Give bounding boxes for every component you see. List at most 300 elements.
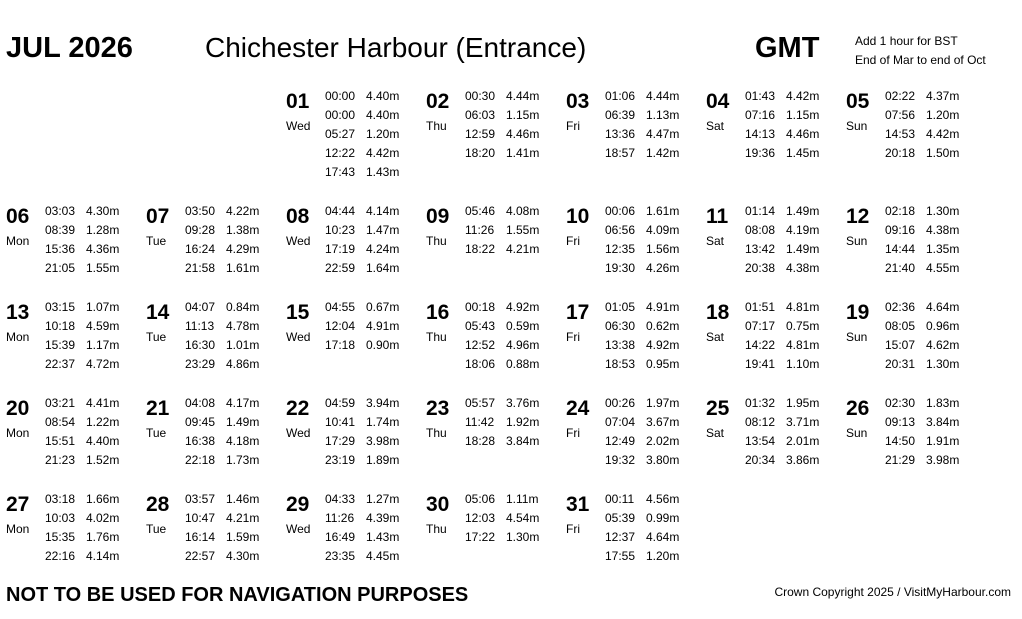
day-cell [846,90,981,180]
tide-height: 0.59m [506,319,540,333]
tide-height: 2.01m [786,434,820,448]
tide-time: 13:36 [605,127,636,141]
tide-time: 11:26 [325,511,355,525]
tide-time: 16:14 [185,530,216,544]
tide-entry [465,125,539,144]
tide-time: 11:42 [465,415,495,429]
tide-height: 4.59m [86,319,120,333]
tide-time: 09:16 [885,223,916,237]
tide-time: 06:03 [465,108,496,122]
tide-time: 12:03 [465,511,496,525]
tide-entry [45,202,119,221]
tide-list [605,394,679,470]
tide-time: 01:06 [605,89,636,103]
tide-height: 4.21m [506,242,540,256]
tide-height: 1.20m [366,127,400,141]
tide-entry [325,298,399,317]
tide-time: 07:04 [605,415,636,429]
tide-time: 15:36 [45,242,76,256]
tide-height: 0.75m [786,319,820,333]
tide-time: 02:30 [885,396,916,410]
tide-list [185,490,259,566]
tide-height: 4.54m [506,511,540,525]
tide-entry [885,144,959,163]
tide-height: 4.14m [86,549,120,563]
tide-time: 17:55 [605,549,636,563]
tide-height: 1.20m [926,108,960,122]
tide-time: 21:40 [885,261,916,275]
tide-height: 4.29m [226,242,260,256]
tide-time: 08:08 [745,223,776,237]
tide-list [325,490,399,566]
tide-entry [185,509,259,528]
tide-time: 07:56 [885,108,916,122]
tide-entry [45,298,119,317]
tide-height: 1.83m [926,396,960,410]
tide-time: 00:18 [465,300,496,314]
tide-entry [605,221,679,240]
day-cell [706,90,841,180]
tide-height: 0.99m [646,511,680,525]
day-name: Sat [706,234,725,248]
day-name: Sun [846,426,868,440]
tide-entry [605,106,679,125]
tide-list [605,87,679,163]
tide-entry [325,509,399,528]
tide-entry [185,336,259,355]
tide-height: 4.19m [786,223,820,237]
tide-time: 00:11 [605,492,635,506]
day-cell [846,397,981,487]
tide-height: 4.22m [226,204,260,218]
tide-time: 10:47 [185,511,216,525]
day-cell [706,397,841,487]
day-number: 12 [846,205,870,228]
tide-entry [605,317,679,336]
tide-height: 4.64m [926,300,960,314]
tide-entry [605,451,679,470]
tide-entry [45,509,119,528]
tide-entry [325,144,399,163]
tide-entry [745,432,819,451]
tide-height: 1.52m [86,453,120,467]
day-name: Wed [286,330,311,344]
tide-height: 1.61m [646,204,680,218]
tide-height: 1.15m [786,108,820,122]
tide-height: 4.81m [786,338,820,352]
disclaimer: NOT TO BE USED FOR NAVIGATION PURPOSES [6,584,469,606]
tide-time: 23:19 [325,453,356,467]
tide-time: 13:38 [605,338,636,352]
tide-entry [605,355,679,374]
day-name: Thu [426,522,447,536]
tide-entry [745,355,819,374]
tide-height: 1.55m [506,223,540,237]
tide-height: 1.30m [926,357,960,371]
day-number: 03 [566,90,590,113]
tide-height: 1.43m [366,165,400,179]
tide-entry [885,87,959,106]
day-cell [286,90,421,180]
tide-height: 3.86m [786,453,820,467]
tide-height: 1.76m [86,530,120,544]
day-cell [286,493,421,583]
tide-time: 08:54 [45,415,76,429]
tide-entry [45,240,119,259]
tide-entry [465,413,539,432]
tide-time: 01:32 [745,396,776,410]
tide-time: 23:35 [325,549,356,563]
tide-time: 05:39 [605,511,636,525]
tide-height: 1.61m [226,261,260,275]
tide-entry [45,547,119,566]
tide-time: 01:05 [605,300,636,314]
tide-time: 03:21 [45,396,76,410]
tide-time: 07:16 [745,108,776,122]
tide-entry [885,451,959,470]
tide-height: 1.20m [646,549,680,563]
tide-time: 07:17 [745,319,776,333]
tide-entry [745,144,819,163]
tide-entry [605,125,679,144]
day-cell [706,205,841,295]
tide-entry [45,259,119,278]
day-cell [146,205,281,295]
tide-time: 21:05 [45,261,76,275]
tide-entry [745,394,819,413]
day-name: Wed [286,426,311,440]
day-name: Tue [146,426,167,440]
day-cell [6,301,141,391]
tide-height: 1.17m [86,338,120,352]
tide-list [885,298,959,374]
tide-entry [45,490,119,509]
tide-time: 11:13 [185,319,215,333]
tide-list [325,202,399,278]
tide-list [605,298,679,374]
tide-height: 2.02m [646,434,680,448]
tide-entry [45,432,119,451]
tide-list [885,87,959,163]
tide-height: 0.96m [926,319,960,333]
tide-list [325,394,399,470]
tide-height: 0.67m [366,300,400,314]
tide-entry [605,432,679,451]
tide-entry [325,451,399,470]
tide-time: 03:18 [45,492,76,506]
tide-entry [185,317,259,336]
tide-entry [605,547,679,566]
tide-entry [885,413,959,432]
tide-entry [885,317,959,336]
day-name: Sat [706,426,725,440]
tide-entry [465,106,539,125]
tide-entry [45,355,119,374]
day-number: 24 [566,397,590,420]
tide-time: 03:15 [45,300,76,314]
tide-height: 1.01m [226,338,260,352]
tide-time: 01:51 [745,300,776,314]
tide-entry [885,355,959,374]
tide-time: 16:24 [185,242,216,256]
tide-height: 1.30m [926,204,960,218]
tide-height: 4.46m [786,127,820,141]
tide-time: 16:49 [325,530,356,544]
tide-time: 04:44 [325,204,356,218]
tide-entry [185,355,259,374]
day-name: Fri [566,234,580,248]
day-name: Fri [566,522,580,536]
tide-height: 4.91m [366,319,400,333]
tide-time: 22:57 [185,549,216,563]
tide-height: 0.84m [226,300,260,314]
day-number: 28 [146,493,170,516]
day-number: 11 [706,205,729,228]
tide-list [605,490,679,566]
tide-entry [465,202,539,221]
copyright: Crown Copyright 2025 / VisitMyHarbour.com [774,585,1011,599]
tide-height: 3.76m [506,396,540,410]
day-name: Sun [846,330,868,344]
tide-entry [605,394,679,413]
tide-height: 4.55m [926,261,960,275]
tide-height: 4.62m [926,338,960,352]
tide-entry [465,394,539,413]
tide-entry [185,490,259,509]
day-name: Sat [706,119,725,133]
tide-entry [745,202,819,221]
day-cell [6,397,141,487]
tide-height: 4.92m [646,338,680,352]
timezone-label: GMT [755,32,820,64]
day-cell [286,397,421,487]
tide-time: 20:31 [885,357,916,371]
day-number: 25 [706,397,730,420]
day-number: 13 [6,301,30,324]
tide-entry [465,336,539,355]
tide-entry [745,106,819,125]
tide-height: 1.43m [366,530,400,544]
tide-list [185,298,259,374]
tide-height: 0.95m [646,357,680,371]
day-name: Thu [426,234,447,248]
tide-height: 3.67m [646,415,680,429]
tide-entry [605,528,679,547]
tide-entry [325,317,399,336]
tide-entry [465,509,539,528]
tide-height: 4.45m [366,549,400,563]
day-number: 14 [146,301,170,324]
day-number: 21 [146,397,170,420]
tide-time: 18:53 [605,357,636,371]
day-cell [6,493,141,583]
tide-time: 15:07 [885,338,916,352]
tide-time: 19:30 [605,261,636,275]
day-number: 31 [566,493,590,516]
tide-height: 1.56m [646,242,680,256]
tide-time: 19:36 [745,146,776,160]
day-cell [566,90,701,180]
tide-entry [745,259,819,278]
tide-list [325,298,399,355]
day-cell [566,205,701,295]
tide-height: 4.09m [646,223,680,237]
tide-height: 1.46m [226,492,260,506]
tide-entry [885,298,959,317]
tide-time: 22:37 [45,357,76,371]
tide-entry [745,451,819,470]
tide-time: 18:22 [465,242,496,256]
tide-entry [45,413,119,432]
tide-height: 1.50m [926,146,960,160]
tide-entry [605,144,679,163]
tide-height: 4.81m [786,300,820,314]
tide-list [465,202,539,259]
tide-height: 1.74m [366,415,400,429]
day-name: Mon [6,426,30,440]
tide-entry [465,298,539,317]
tide-time: 21:23 [45,453,76,467]
tide-time: 03:03 [45,204,76,218]
tide-height: 4.64m [646,530,680,544]
tide-height: 1.22m [86,415,120,429]
tide-height: 4.41m [86,396,120,410]
day-number: 05 [846,90,870,113]
tide-entry [185,528,259,547]
day-number: 16 [426,301,450,324]
day-name: Wed [286,522,311,536]
tide-height: 1.95m [786,396,820,410]
tide-time: 15:51 [45,434,76,448]
tide-time: 05:57 [465,396,496,410]
bst-note-line: Add 1 hour for BST [855,34,958,48]
tide-list [465,394,539,451]
tide-height: 4.18m [226,434,260,448]
day-cell [566,493,701,583]
tide-list [465,490,539,547]
tide-entry [185,202,259,221]
day-name: Sat [706,330,725,344]
day-number: 01 [286,90,310,113]
tide-list [885,202,959,278]
tide-time: 12:35 [605,242,636,256]
day-number: 09 [426,205,450,228]
tide-entry [325,336,399,355]
tide-height: 1.11m [506,492,539,506]
tide-height: 3.94m [366,396,400,410]
tide-entry [885,240,959,259]
tide-entry [45,317,119,336]
tide-height: 3.98m [926,453,960,467]
tide-entry [605,413,679,432]
tide-entry [185,240,259,259]
tide-time: 05:27 [325,127,356,141]
tide-entry [185,432,259,451]
tide-time: 03:57 [185,492,216,506]
tide-time: 20:38 [745,261,776,275]
day-number: 07 [146,205,170,228]
tide-time: 01:14 [745,204,776,218]
tide-height: 1.59m [226,530,260,544]
tide-height: 1.41m [506,146,540,160]
tide-time: 09:45 [185,415,216,429]
tide-entry [45,394,119,413]
tide-entry [465,490,539,509]
tide-height: 4.02m [86,511,120,525]
day-number: 23 [426,397,450,420]
tide-time: 06:39 [605,108,636,122]
tide-time: 00:00 [325,89,356,103]
tide-height: 4.47m [646,127,680,141]
tide-height: 4.44m [506,89,540,103]
tide-list [45,490,119,566]
tide-time: 14:44 [885,242,916,256]
tide-time: 20:34 [745,453,776,467]
tide-time: 08:05 [885,319,916,333]
day-name: Wed [286,234,311,248]
tide-list [325,87,399,182]
tide-entry [465,528,539,547]
tide-time: 21:58 [185,261,216,275]
tide-time: 22:18 [185,453,216,467]
tide-entry [325,547,399,566]
tide-entry [885,432,959,451]
tide-entry [605,509,679,528]
tide-list [185,394,259,470]
tide-entry [745,87,819,106]
tide-entry [465,240,539,259]
tide-entry [605,240,679,259]
tide-entry [325,221,399,240]
tide-height: 4.38m [926,223,960,237]
tide-entry [465,432,539,451]
tide-entry [185,394,259,413]
tide-time: 17:22 [465,530,496,544]
tide-height: 4.24m [366,242,400,256]
tide-entry [605,336,679,355]
tide-height: 1.92m [506,415,540,429]
tide-time: 14:53 [885,127,916,141]
tide-time: 14:50 [885,434,916,448]
day-number: 18 [706,301,730,324]
day-cell [426,397,561,487]
day-name: Fri [566,426,580,440]
tide-time: 18:57 [605,146,636,160]
tide-time: 02:18 [885,204,916,218]
tide-entry [465,317,539,336]
tide-height: 4.86m [226,357,260,371]
tide-height: 1.38m [226,223,260,237]
day-cell [286,301,421,391]
tide-list [45,394,119,470]
day-number: 27 [6,493,30,516]
day-number: 02 [426,90,450,113]
day-cell [426,90,561,180]
tide-entry [325,106,399,125]
day-name: Wed [286,119,311,133]
tide-time: 04:07 [185,300,216,314]
tide-entry [605,298,679,317]
tide-time: 12:59 [465,127,496,141]
tide-height: 4.96m [506,338,540,352]
tide-time: 01:43 [745,89,776,103]
tide-height: 4.91m [646,300,680,314]
tide-entry [605,490,679,509]
tide-time: 04:08 [185,396,216,410]
tide-height: 3.84m [506,434,540,448]
day-cell [566,301,701,391]
day-cell [146,493,281,583]
